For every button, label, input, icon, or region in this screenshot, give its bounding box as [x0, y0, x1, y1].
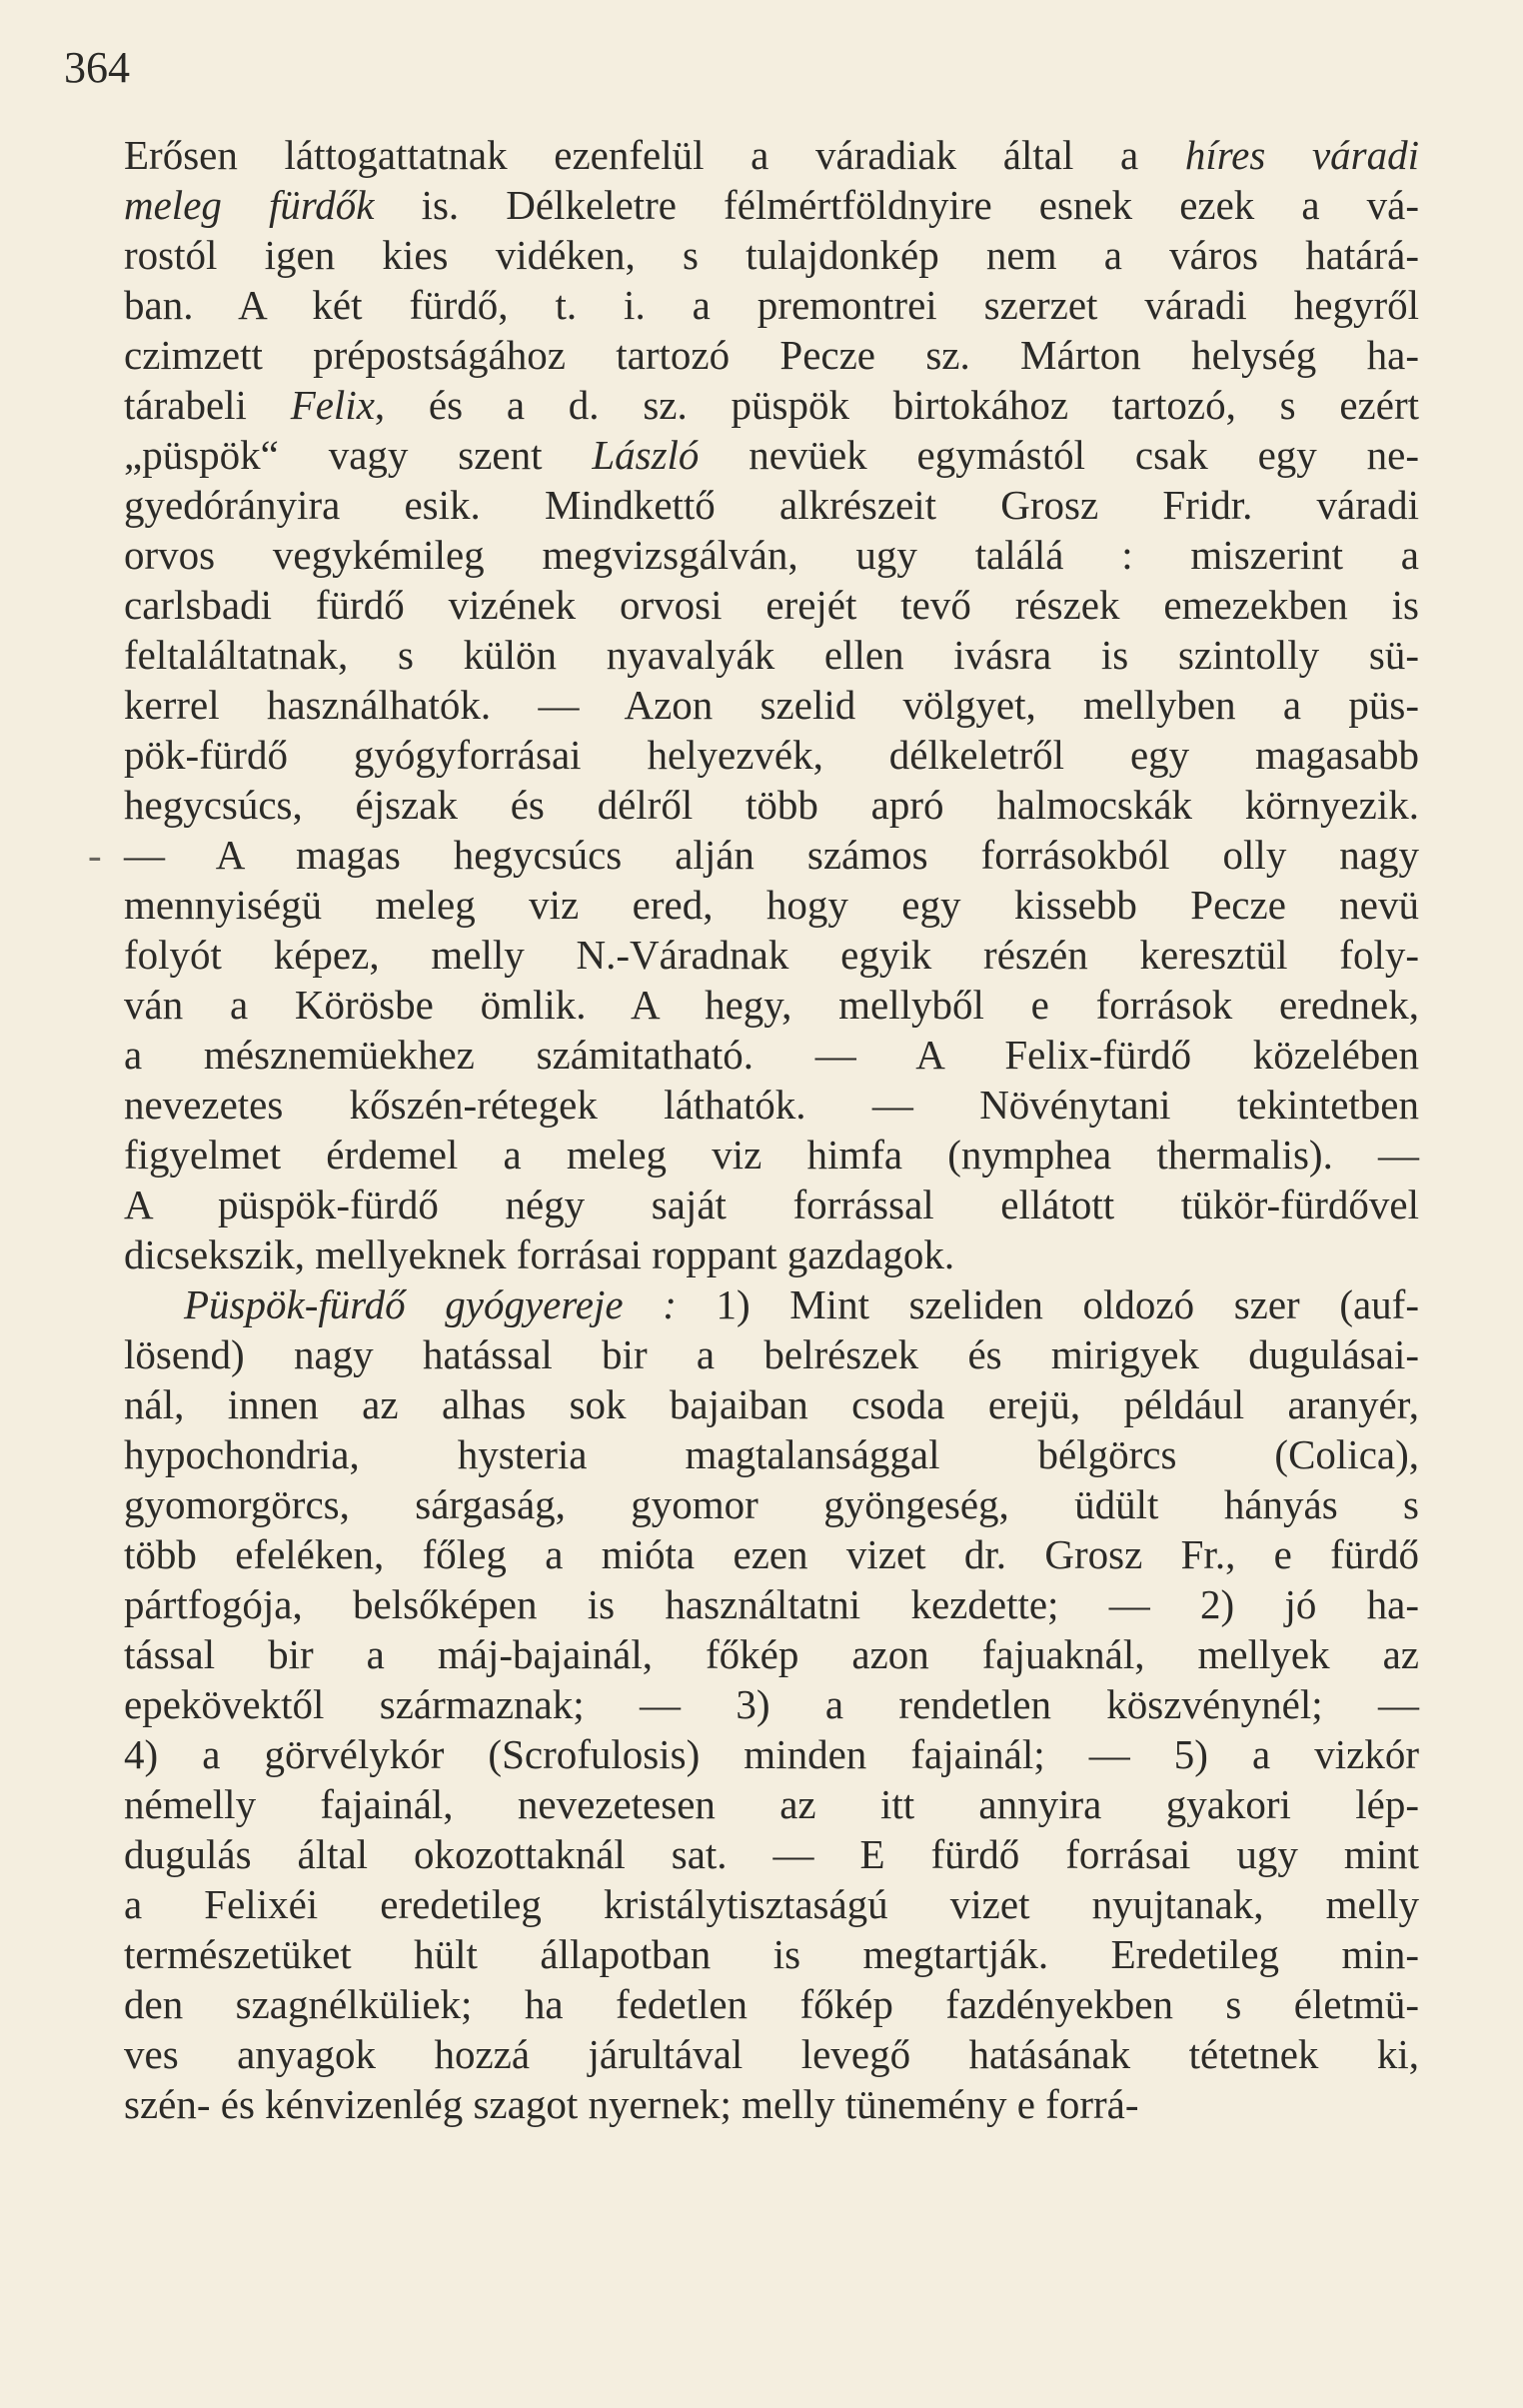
text-line [124, 580, 1419, 630]
margin-mark: - [88, 832, 102, 878]
text-segment: carlsbadi fürdő vizének orvosi erejét tevő részek emezekben is [124, 582, 1419, 628]
italic-phrase: László [592, 432, 700, 478]
text-line [124, 730, 1419, 780]
text-line [124, 2079, 1419, 2129]
text-segment: figyelmet érdemel a meleg viz himfa (nymphea thermalis). — [124, 1132, 1419, 1178]
text-line [124, 1879, 1419, 1929]
text-segment: den szagnélküliek; ha fedetlen főkép fazdényekben s életmü- [124, 1981, 1419, 2027]
text-segment: több efeléken, főleg a mióta ezen vizet dr. Grosz Fr., e fürdő [124, 1531, 1419, 1577]
text-segment: nevüek egymástól csak egy ne- [699, 432, 1419, 478]
text-segment: is. Délkeletre félmértföldnyire esnek ezek a vá- [374, 182, 1419, 228]
text-line [124, 130, 1419, 180]
text-line [124, 380, 1419, 430]
italic-phrase: híres váradi [1184, 132, 1419, 178]
text-line [124, 430, 1419, 480]
text-line [124, 1729, 1419, 1779]
text-segment: ves anyagok hozzá járultával levegő hatásának tétetnek ki, [124, 2031, 1419, 2077]
text-line [124, 1679, 1419, 1729]
text-segment: gyedórányira esik. Mindkettő alkrészeit Grosz Fridr. váradi [124, 482, 1419, 528]
text-line [124, 630, 1419, 680]
text-line [124, 180, 1419, 230]
text-line [124, 1130, 1419, 1180]
text-line [124, 280, 1419, 330]
text-line [124, 980, 1419, 1030]
text-line [124, 1929, 1419, 1979]
text-segment: ván a Körösbe ömlik. A hegy, mellyből e források erednek, [124, 982, 1419, 1028]
text-line [124, 1229, 1419, 1279]
text-line [124, 1529, 1419, 1579]
text-line [124, 1979, 1419, 2029]
text-line [124, 530, 1419, 580]
text-segment: Erősen láttogattatnak ezenfelül a váradiak által a [124, 132, 1185, 178]
text-segment: rostól igen kies vidéken, s tulajdonkép nem a város határá- [124, 232, 1419, 278]
text-segment: lösend) nagy hatással bir a belrészek és mirigyek dugulásai- [124, 1331, 1419, 1377]
text-line [124, 2029, 1419, 2079]
text-segment: hypochondria, hysteria magtalansággal bélgörcs (Colica), [124, 1431, 1419, 1477]
text-line [124, 1579, 1419, 1629]
text-segment: — A magas hegycsúcs alján számos forrásokból olly nagy [124, 832, 1419, 878]
text-segment: A püspök-fürdő négy saját forrással ellátott tükör-fürdővel [124, 1182, 1419, 1227]
text-line [124, 1429, 1419, 1479]
text-segment: kerrel használhatók. — Azon szelid völgyet, mellyben a püs- [124, 682, 1419, 728]
text-segment: pök-fürdő gyógyforrásai helyezvék, délkeletről egy magasabb [124, 732, 1419, 778]
text-line [124, 230, 1419, 280]
italic-phrase: Püspök-fürdő gyógyereje : [184, 1281, 677, 1327]
text-segment: nál, innen az alhas sok bajaiban csoda erejü, például aranyér, [124, 1381, 1419, 1427]
body-text [88, 130, 1419, 2129]
text-segment: pártfogója, belsőképen is használtatni kezdette; — 2) jó ha- [124, 1581, 1419, 1627]
text-segment: , és a d. sz. püspök birtokához tartozó, s ezért [374, 382, 1419, 428]
text-line [88, 830, 1419, 880]
text-line [124, 780, 1419, 830]
text-line [124, 1279, 1419, 1329]
text-segment: 4) a görvélykór (Scrofulosis) minden fajainál; — 5) a vizkór [124, 1731, 1419, 1777]
text-line [124, 1629, 1419, 1679]
text-line [124, 1479, 1419, 1529]
text-line [124, 880, 1419, 930]
text-segment: folyót képez, melly N.-Váradnak egyik részén keresztül foly- [124, 932, 1419, 978]
text-segment: 1) Mint szeliden oldozó szer (auf- [676, 1281, 1419, 1327]
text-segment: dugulás által okozottaknál sat. — E fürdő forrásai ugy mint [124, 1831, 1419, 1877]
text-segment: gyomorgörcs, sárgaság, gyomor gyöngeség, üdült hányás s [124, 1481, 1419, 1527]
text-segment: dicsekszik, mellyeknek forrásai roppant gazdagok. [124, 1231, 955, 1277]
italic-phrase: meleg fürdők [124, 182, 375, 228]
text-line [124, 1379, 1419, 1429]
text-line [124, 1080, 1419, 1130]
text-segment: tással bir a máj-bajainál, főkép azon fajuaknál, mellyek az [124, 1631, 1419, 1677]
italic-phrase: Felix [290, 382, 375, 428]
text-line [124, 680, 1419, 730]
text-segment: szén- és kénvizenlég szagot nyernek; melly tünemény e forrá- [124, 2081, 1139, 2127]
text-line [124, 930, 1419, 980]
text-line [124, 1829, 1419, 1879]
text-segment: mennyiségü meleg viz ered, hogy egy kissebb Pecze nevü [124, 882, 1419, 928]
text-segment: a mésznemüekhez számitatható. — A Felix-fürdő közelében [124, 1032, 1419, 1078]
text-segment: ban. A két fürdő, t. i. a premontrei szerzet váradi hegyről [124, 282, 1419, 328]
text-segment: nevezetes kőszén-rétegek láthatók. — Növénytani tekintetben [124, 1082, 1419, 1128]
text-segment: epekövektől származnak; — 3) a rendetlen köszvénynél; — [124, 1681, 1419, 1727]
text-segment: „püspök“ vagy szent [124, 432, 593, 478]
text-line [124, 1030, 1419, 1080]
text-segment: természetüket hült állapotban is megtartják. Eredetileg min- [124, 1931, 1419, 1977]
text-line [124, 1180, 1419, 1229]
text-segment: némelly fajainál, nevezetesen az itt annyira gyakori lép- [124, 1781, 1419, 1827]
text-segment: hegycsúcs, éjszak és délről több apró halmocskák környezik. [124, 782, 1419, 828]
text-segment: orvos vegykémileg megvizsgálván, ugy találá : miszerint a [124, 532, 1419, 578]
text-segment: a Felixéi eredetileg kristálytisztaságú vizet nyujtanak, melly [124, 1881, 1419, 1927]
text-segment: tárabeli [124, 382, 291, 428]
page-number: 364 [64, 43, 130, 92]
text-line [124, 1779, 1419, 1829]
text-segment: feltaláltatnak, s külön nyavalyák ellen ivásra is szintolly sü- [124, 632, 1419, 678]
text-segment: czimzett prépostságához tartozó Pecze sz. Márton helység ha- [124, 332, 1419, 378]
text-line [124, 480, 1419, 530]
text-line [124, 330, 1419, 380]
text-line [124, 1329, 1419, 1379]
